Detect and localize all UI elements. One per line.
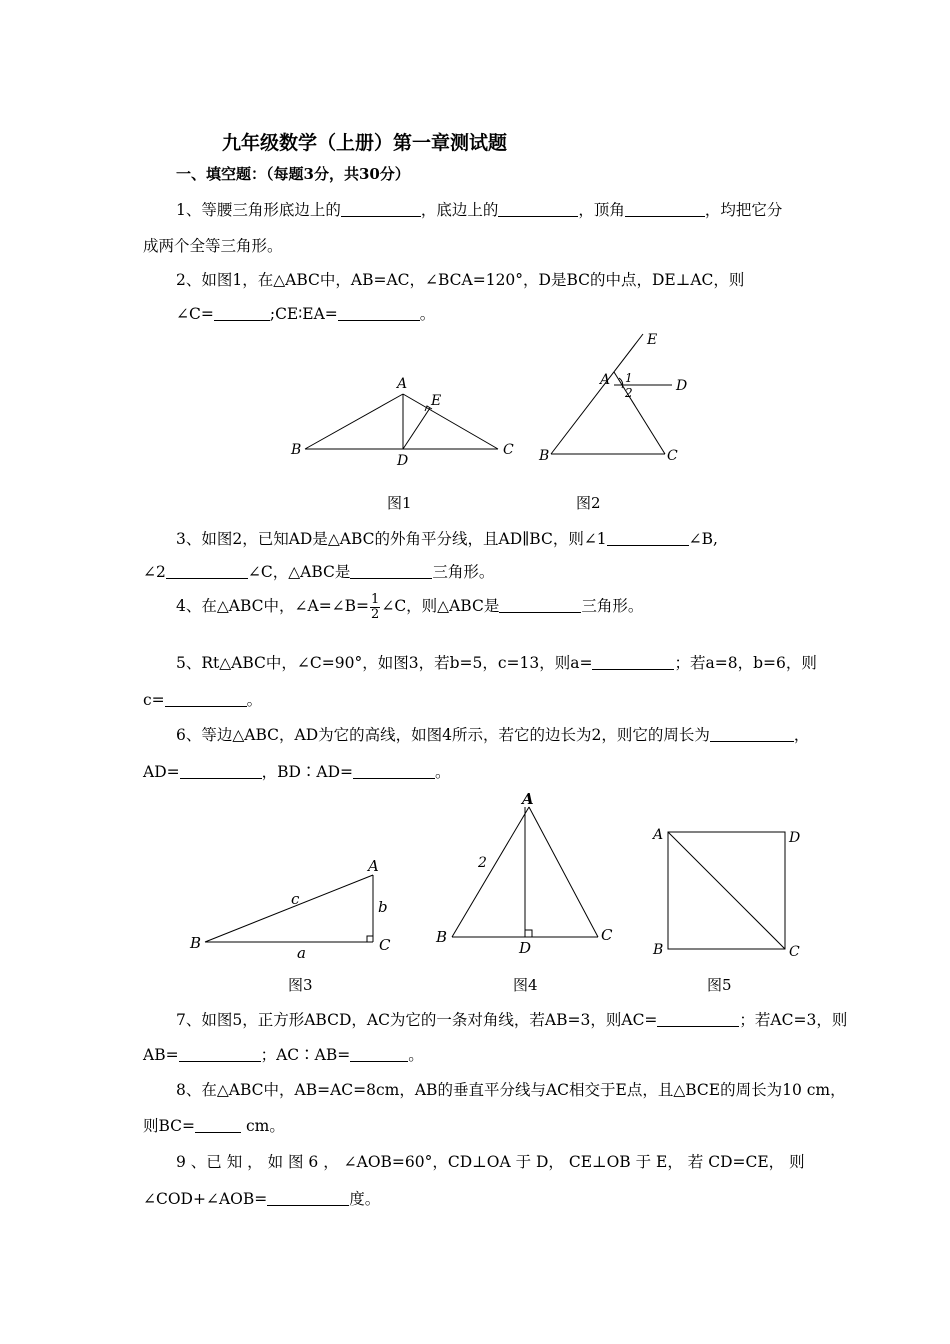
q9-text-c: 度。 [349,1190,381,1208]
q7-text-a: 7、如图5，正方形ABCD，AC为它的一条对角线，若AB=3，则AC= [176,1011,658,1029]
fig3-side-c-label: c [291,890,300,908]
fig3-label-a: A [368,857,379,875]
question-1-line-1 [176,198,782,220]
fig1-label-c: C [503,442,514,458]
fig4-side-ac [529,807,598,937]
fig2-label-c: C [667,448,678,464]
question-8-line-1: 8、在△ABC中，AB=AC=8cm，AB的垂直平分线与AC相交于E点，且△BCE的周长为10 cm， [176,1081,846,1099]
answer-blank[interactable] [267,1190,349,1207]
figure-2-caption: 图2 [576,494,601,512]
fig5-label-c: C [789,944,800,960]
answer-blank[interactable] [179,1046,261,1063]
question-1-line-2: 成两个全等三角形。 [143,237,283,255]
q7-text-d: ；AC∶AB= [260,1046,351,1064]
q4-text-a: 4、在△ABC中，∠A=∠B= [176,597,370,615]
fig2-label-d: D [676,378,688,394]
fig4-label-d: D [519,939,532,957]
fig1-label-b: B [291,442,302,458]
fig3-label-b: B [190,934,202,952]
q3-text-c: ∠2 [143,563,166,581]
fig1-label-a: A [397,376,408,392]
fraction-denominator: 2 [371,606,380,622]
fraction-numerator: 1 [371,591,380,607]
section-heading: 一、填空题：（每题3分，共30分） [176,165,410,183]
answer-blank[interactable] [625,201,705,218]
figure-3 [185,850,400,960]
figure-4-caption: 图4 [513,976,538,994]
answer-blank[interactable] [499,597,581,614]
q3-text-d: ∠C，△ABC是 [247,563,351,581]
answer-blank[interactable] [341,201,421,218]
q1-text-b: ，底边上的 [420,201,499,219]
answer-blank[interactable] [166,563,248,580]
question-7-line-2 [143,1043,424,1065]
q2-text-c: ;CE∶EA= [269,305,338,323]
question-9-line-1: 9 、已 知 ， 如 图 6 ， ∠AOB=60°，CD⊥OA 于 D， CE⊥OB 于 E， 若 CD=CE， 则 [176,1153,805,1171]
figure-4 [430,785,620,960]
q2-text-b: ∠C= [176,305,214,323]
fig4-label-c: C [601,926,613,944]
q1-text-c: ，顶角 [578,201,625,219]
fig3-side-a-label: a [297,944,306,960]
fig3-label-c: C [379,936,391,954]
fig3-right-angle-mark [367,936,373,942]
question-6-line-2 [143,760,451,782]
fig3-hypotenuse-c [205,875,373,942]
fig1-side-ab [305,394,403,449]
fig2-label-b: B [539,448,550,464]
question-5-line-2 [143,688,262,710]
fig1-segment-de [403,408,430,449]
fraction-one-half [370,593,380,622]
answer-blank[interactable] [350,1046,408,1063]
q1-text-a: 1、等腰三角形底边上的 [176,201,341,219]
q2-text-d: 。 [419,305,436,323]
question-5-line-1 [176,651,817,673]
answer-blank[interactable] [498,201,578,218]
q7-text-c: AB= [143,1046,179,1064]
fig1-side-ac [403,394,498,449]
answer-blank[interactable] [165,691,247,708]
q6-text-b: ， [793,726,810,744]
q4-text-b: ∠C，则△ABC是 [381,597,500,615]
q6-text-a: 6、等边△ABC，AD为它的高线，如图4所示，若它的边长为2，则它的周长为 [176,726,710,744]
figure-5-caption: 图5 [707,976,732,994]
figure-1-caption: 图1 [387,494,412,512]
fig5-label-d: D [789,830,801,846]
answer-blank[interactable] [710,726,794,743]
fig2-label-e: E [647,332,658,348]
fig4-label-a: A [522,790,534,808]
fig1-label-e: E [431,393,442,409]
question-3-line-1 [176,527,718,549]
fig5-diagonal-ac [668,832,785,949]
question-2-line-1: 2、如图1，在△ABC中，AB=AC，∠BCA=120°，D是BC的中点，DE⊥AC，则 [176,271,745,289]
fig5-label-a: A [653,827,664,843]
fig4-side-ab [452,807,529,937]
answer-blank[interactable] [353,763,435,780]
q8-text-b: 则BC= [143,1117,196,1135]
fig4-right-angle-mark [525,930,532,937]
q8-text-c: cm。 [245,1117,285,1135]
question-7-line-1 [176,1008,847,1030]
q9-text-b: ∠COD+∠AOB= [143,1190,268,1208]
figure-1 [285,370,525,470]
fig4-side-label: 2 [478,855,487,871]
q3-text-a: 3、如图2，已知AD是△ABC的外角平分线，且AD∥BC，则∠1 [176,530,607,548]
q6-text-d: ，BD∶AD= [261,763,354,781]
fig2-side-ac [614,372,665,454]
q5-text-c: c= [143,691,165,709]
page-title: 九年级数学（上册）第一章测试题 [222,132,508,154]
figure-5 [648,820,808,965]
fig2-angle-2: 2 [625,386,633,400]
question-6-line-1 [176,723,809,745]
answer-blank[interactable] [592,654,674,671]
q5-text-b: ；若a=8，b=6，则 [674,654,817,672]
answer-blank[interactable] [657,1011,739,1028]
question-9-line-2 [143,1187,380,1209]
question-8-line-2 [143,1114,285,1136]
fig2-angle-1: 1 [625,371,633,385]
q3-text-e: 三角形。 [432,563,495,581]
q7-text-b: ；若AC=3，则 [739,1011,848,1029]
answer-blank[interactable] [195,1117,241,1134]
q3-text-b: ∠B, [688,530,718,548]
question-4 [176,591,643,622]
q4-text-c: 三角形。 [581,597,644,615]
question-3-line-2 [143,560,494,582]
fig3-side-b-label: b [378,898,388,916]
figure-2 [535,330,715,470]
q5-text-d: 。 [246,691,263,709]
answer-blank[interactable] [214,305,270,322]
q1-text-d: ，均把它分 [704,201,783,219]
answer-blank[interactable] [338,305,420,322]
figure-3-caption: 图3 [288,976,313,994]
q6-text-e: 。 [435,763,451,781]
fig1-label-d: D [397,453,409,469]
answer-blank[interactable] [607,530,689,547]
answer-blank[interactable] [350,563,432,580]
q5-text-a: 5、Rt△ABC中，∠C=90°，如图3，若b=5，c=13，则a= [176,654,593,672]
fig4-label-b: B [436,928,448,946]
question-2-line-2 [176,302,435,324]
answer-blank[interactable] [180,763,262,780]
fig2-label-a: A [600,372,611,388]
q6-text-c: AD= [143,763,180,781]
fig5-label-b: B [653,942,664,958]
q7-text-e: 。 [408,1046,424,1064]
